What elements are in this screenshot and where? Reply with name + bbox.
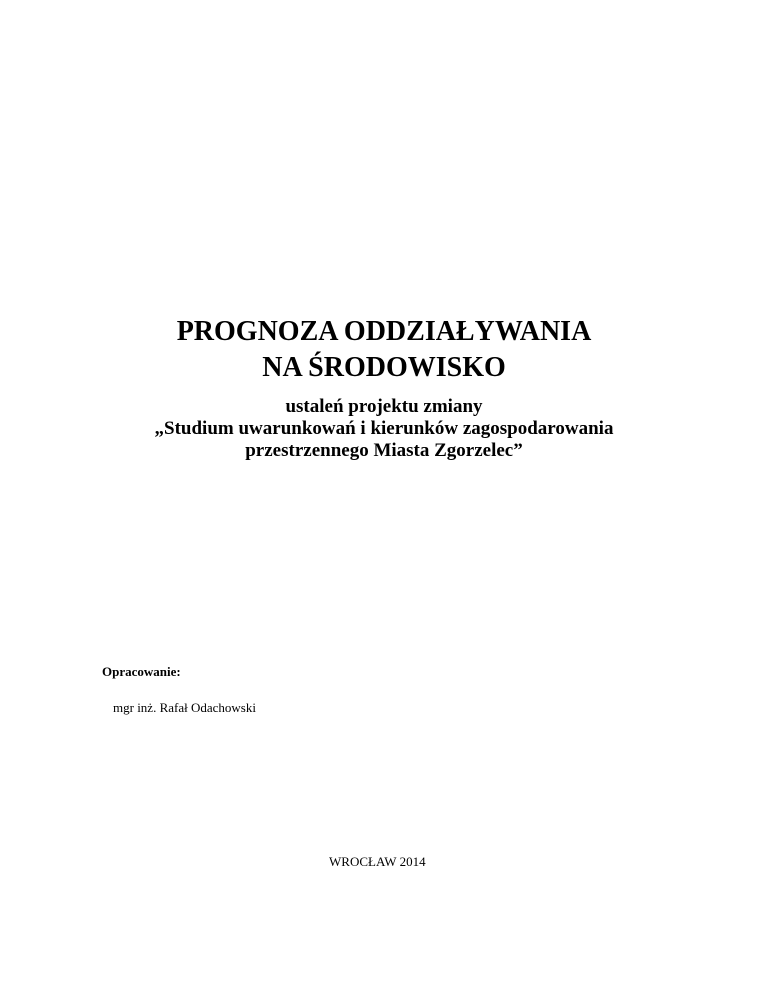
document-title-line-1: PROGNOZA ODDZIAŁYWANIA [176,316,592,347]
document-subtitle-line-3: przestrzennego Miasta Zgorzelec” [245,440,523,461]
document-subtitle-line-1: ustaleń projektu zmiany [285,396,483,417]
document-title-line-2: NA ŚRODOWISKO [262,352,506,383]
prepared-by-label: Opracowanie: [102,664,181,679]
author-name: mgr inż. Rafał Odachowski [113,700,256,715]
document-subtitle-line-2: „Studium uwarunkowań i kierunków zagospodarowania [154,418,614,439]
place-and-year: WROCŁAW 2014 [329,854,426,869]
